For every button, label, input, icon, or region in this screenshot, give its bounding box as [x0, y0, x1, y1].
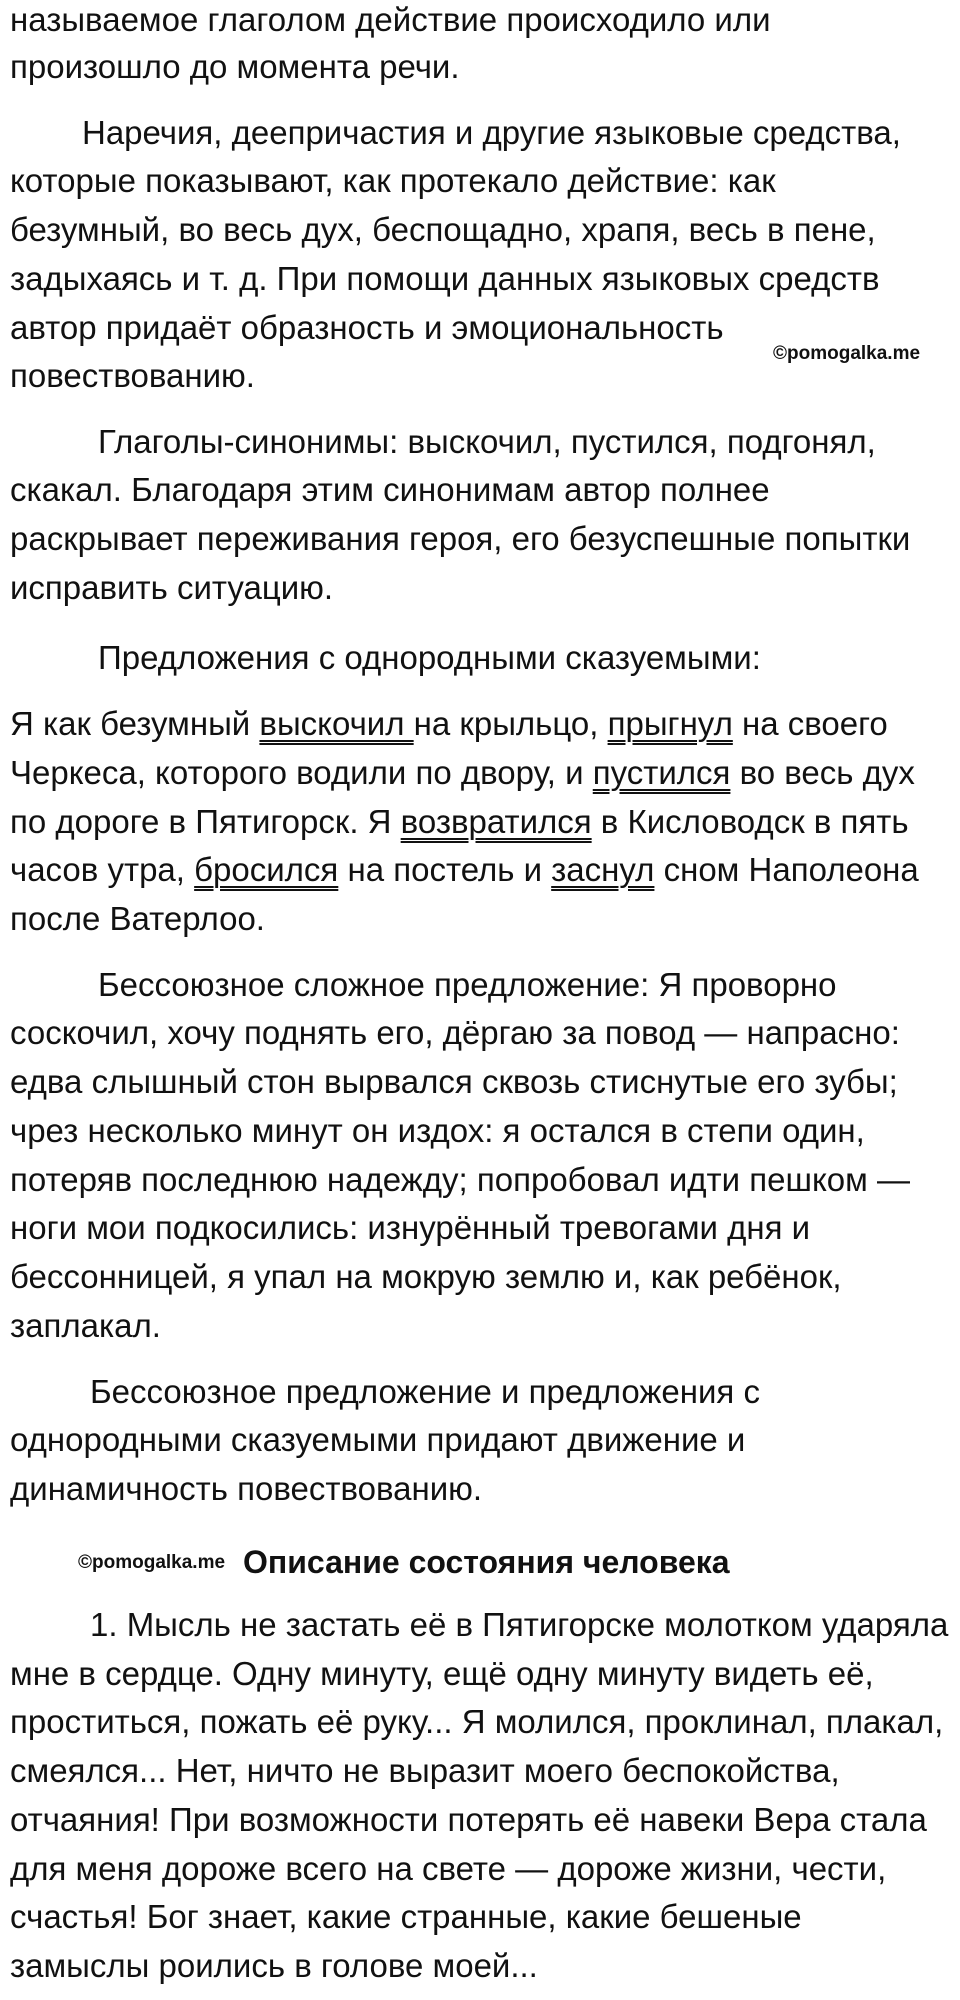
text-line: скакал. Благодаря этим синонимам автор полнее: [10, 471, 770, 508]
text-line: [10, 802, 909, 842]
text-line: динамичность повествованию.: [10, 1470, 483, 1507]
text-run: на своего: [732, 705, 888, 742]
text-run: в Кисловодск в пять: [591, 803, 909, 840]
text-line: Глаголы-синонимы: выскочил, пустился, подгонял,: [98, 423, 876, 460]
text-line: заплакал.: [10, 1307, 161, 1344]
text-line: потеряв последнюю надежду; попробовал идти пешком —: [10, 1161, 910, 1198]
text-line: называемое глаголом действие происходило или: [10, 1, 771, 38]
text-line: замыслы роились в голове моей...: [10, 1947, 538, 1984]
text-run: Черкеса, которого водили по двору, и: [10, 754, 593, 791]
text-line: едва слышный стон вырвался сквозь стиснутые его зубы;: [10, 1063, 898, 1100]
text-line: чрез несколько минут он издох: я остался в степи один,: [10, 1112, 865, 1149]
text-line: Наречия, деепричастия и другие языковые средства,: [82, 114, 901, 151]
underlined-predicate: прыгнул: [607, 705, 733, 742]
text-line: раскрывает переживания героя, его безуспешные попытки: [10, 520, 911, 557]
text-line: отчаяния! При возможности потерять её навеки Вера стала: [10, 1801, 927, 1838]
text-line: [10, 704, 888, 744]
watermark: ©pomogalka.me: [773, 343, 921, 364]
text-line: [10, 850, 919, 890]
text-run: на постель и: [338, 851, 552, 888]
text-line: мне в сердце. Одну минуту, ещё одну минуту видеть её,: [10, 1655, 874, 1692]
text-run: часов утра,: [10, 851, 195, 888]
text-line: Бессоюзное сложное предложение: Я проворно: [98, 966, 837, 1003]
text-run: по дороге в Пятигорск. Я: [10, 803, 401, 840]
text-line: соскочил, хочу поднять его, дёргаю за повод — напрасно:: [10, 1014, 900, 1051]
text-run: на крыльцо,: [413, 705, 608, 742]
text-line: смеялся... Нет, ничто не выразит моего беспокойства,: [10, 1752, 840, 1789]
text-line: Предложения с однородными сказуемыми:: [98, 639, 761, 676]
section-heading: Описание состояния человека: [243, 1544, 730, 1580]
text-run: Я как безумный: [10, 705, 260, 742]
text-line: которые показывают, как протекало действие: как: [10, 162, 776, 199]
underlined-predicate: заснул: [551, 851, 655, 888]
text-line: 1. Мысль не застать её в Пятигорске молотком ударяла: [90, 1606, 949, 1643]
text-line: Бессоюзное предложение и предложения с: [90, 1373, 760, 1410]
underlined-predicate: возвратился: [400, 803, 592, 840]
text-line: для меня дороже всего на свете — дороже жизни, чести,: [10, 1850, 887, 1887]
text-line: счастья! Бог знает, какие странные, какие бешеные: [10, 1898, 802, 1935]
text-line: однородными сказуемыми придают движение и: [10, 1421, 746, 1458]
text-line: задыхаясь и т. д. При помощи данных языковых средств: [10, 260, 880, 297]
text-run: сном Наполеона: [654, 851, 919, 888]
text-line: после Ватерлоо.: [10, 900, 265, 937]
text-line: исправить ситуацию.: [10, 569, 334, 606]
watermark: ©pomogalka.me: [78, 1552, 226, 1573]
text-line: автор придаёт образность и эмоциональность: [10, 309, 724, 346]
underlined-predicate: пустился: [592, 754, 731, 791]
text-line: [10, 753, 915, 793]
text-line: произошло до момента речи.: [10, 48, 460, 85]
text-line: проститься, пожать её руку... Я молился, проклинал, плакал,: [10, 1703, 944, 1740]
text-line: бессонницей, я упал на мокрую землю и, как ребёнок,: [10, 1258, 842, 1295]
text-line: ноги мои подкосились: изнурённый тревогами дня и: [10, 1209, 811, 1246]
text-line: безумный, во весь дух, беспощадно, храпя, весь в пене,: [10, 211, 876, 248]
text-run: во весь дух: [730, 754, 915, 791]
underlined-predicate: выскочил: [259, 705, 414, 742]
text-line: повествованию.: [10, 357, 255, 394]
underlined-predicate: бросился: [194, 851, 339, 888]
